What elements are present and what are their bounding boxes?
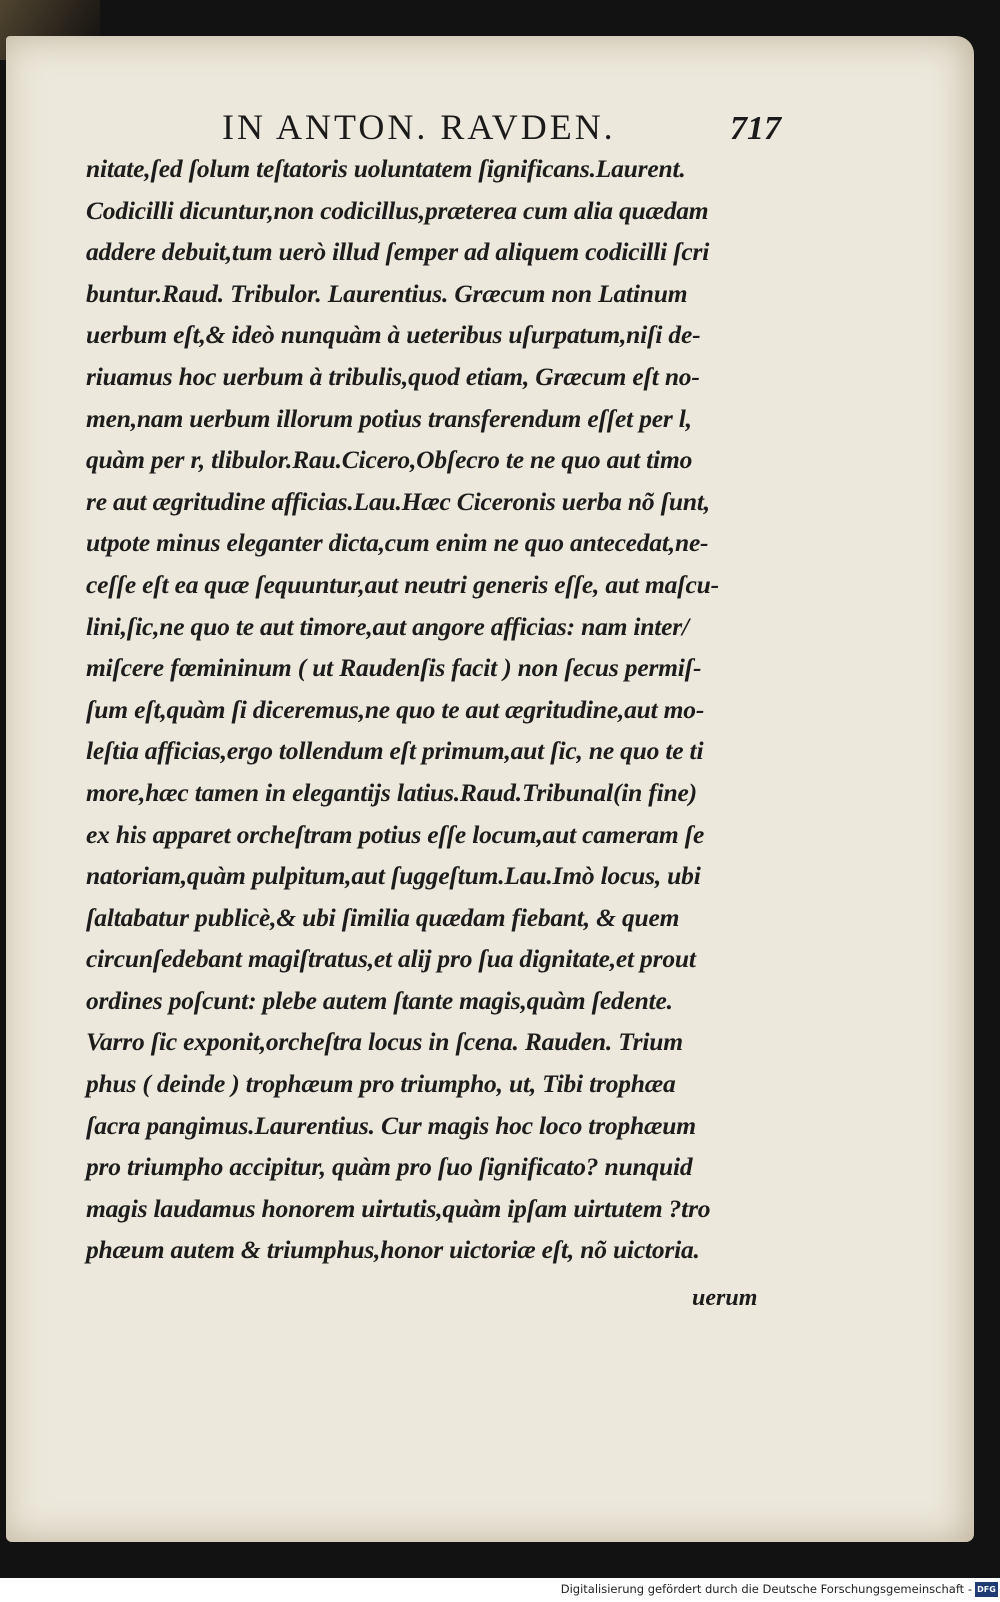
text-line: re aut ægritudine afficias.Lau.Hæc Ciceronis uerba nõ ſunt, — [86, 486, 710, 516]
text-line: Codicilli dicuntur,non codicillus,præterea cum alia quædam — [86, 195, 709, 225]
running-head: IN ANTON. RAVDEN. — [222, 107, 616, 147]
text-line: quàm per r, tlibulor.Rau.Cicero,Obſecro te ne quo aut timo — [86, 445, 693, 475]
text-line: utpote minus eleganter dicta,cum enim ne quo antecedat,ne- — [86, 528, 709, 558]
text-line: ordines poſcunt: plebe autem ſtante magis,quàm ſedente. — [86, 985, 673, 1015]
text-line: natoriam,quàm pulpitum,aut ſuggeſtum.Lau.Imò locus, ubi — [86, 861, 701, 891]
text-block — [86, 148, 796, 1271]
text-line: lini,ſic,ne quo te aut timore,aut angore afficias: nam inter/ — [86, 611, 689, 641]
footer-bar — [0, 1578, 1000, 1602]
text-line: leſtia afficias,ergo tollendum eſt primum,aut ſic, ne quo te ti — [86, 736, 704, 766]
text-line: ſaltabatur publicè,& ubi ſimilia quædam fiebant, & quem — [86, 902, 680, 932]
text-line: phus ( deinde ) trophæum pro triumpho, ut, Tibi trophæa — [86, 1069, 676, 1099]
text-line: riuamus hoc uerbum à tribulis,quod etiam, Græcum eſt no- — [86, 361, 700, 391]
text-line: phæum autem & triumphus,honor uictoriæ eſt, nõ uictoria. — [86, 1235, 700, 1265]
catchword: uerum — [692, 1285, 758, 1311]
text-line: buntur.Raud. Tribulor. Laurentius. Græcum non Latinum — [86, 278, 688, 308]
dfg-logo-icon: DFG — [975, 1582, 998, 1597]
text-line: more,hæc tamen in elegantijs latius.Raud.Tribunal(in fine) — [86, 777, 697, 807]
text-line: men,nam uerbum illorum potius transferendum eſſet per l, — [86, 403, 692, 433]
text-line: ex his apparet orcheſtram potius eſſe locum,aut cameram ſe — [86, 819, 705, 849]
text-line: circunſedebant magiſtratus,et alij pro ſua dignitate,et prout — [86, 944, 696, 974]
text-line: Varro ſic exponit,orcheſtra locus in ſcena. Rauden. Trium — [86, 1027, 683, 1057]
text-line: ſum eſt,quàm ſi diceremus,ne quo te aut ægritudine,aut mo- — [86, 694, 705, 724]
text-line: uerbum eſt,& ideò nunquàm à ueteribus uſurpatum,niſi de- — [86, 320, 701, 350]
folio-number: 717 — [730, 110, 781, 147]
text-line: nitate,ſed ſolum teſtatoris uoluntatem ſignificans.Laurent. — [86, 154, 686, 183]
text-line: ceſſe eſt ea quæ ſequuntur,aut neutri generis eſſe, aut maſcu- — [86, 569, 719, 599]
text-line: miſcere fœmininum ( ut Raudenſis facit ) non ſecus permiſ- — [86, 653, 702, 683]
text-line: ſacra pangimus.Laurentius. Cur magis hoc loco trophæum — [86, 1110, 696, 1140]
footer-credit: Digitalisierung gefördert durch die Deutsche Forschungsgemeinschaft - — [560, 1582, 972, 1596]
text-line: magis laudamus honorem uirtutis,quàm ipſam uirtutem ?tro — [86, 1193, 711, 1223]
text-line: addere debuit,tum uerò illud ſemper ad aliquem codicilli ſcri — [86, 237, 710, 267]
text-line: pro triumpho accipitur, quàm pro ſuo ſignificato? nunquid — [86, 1152, 693, 1182]
